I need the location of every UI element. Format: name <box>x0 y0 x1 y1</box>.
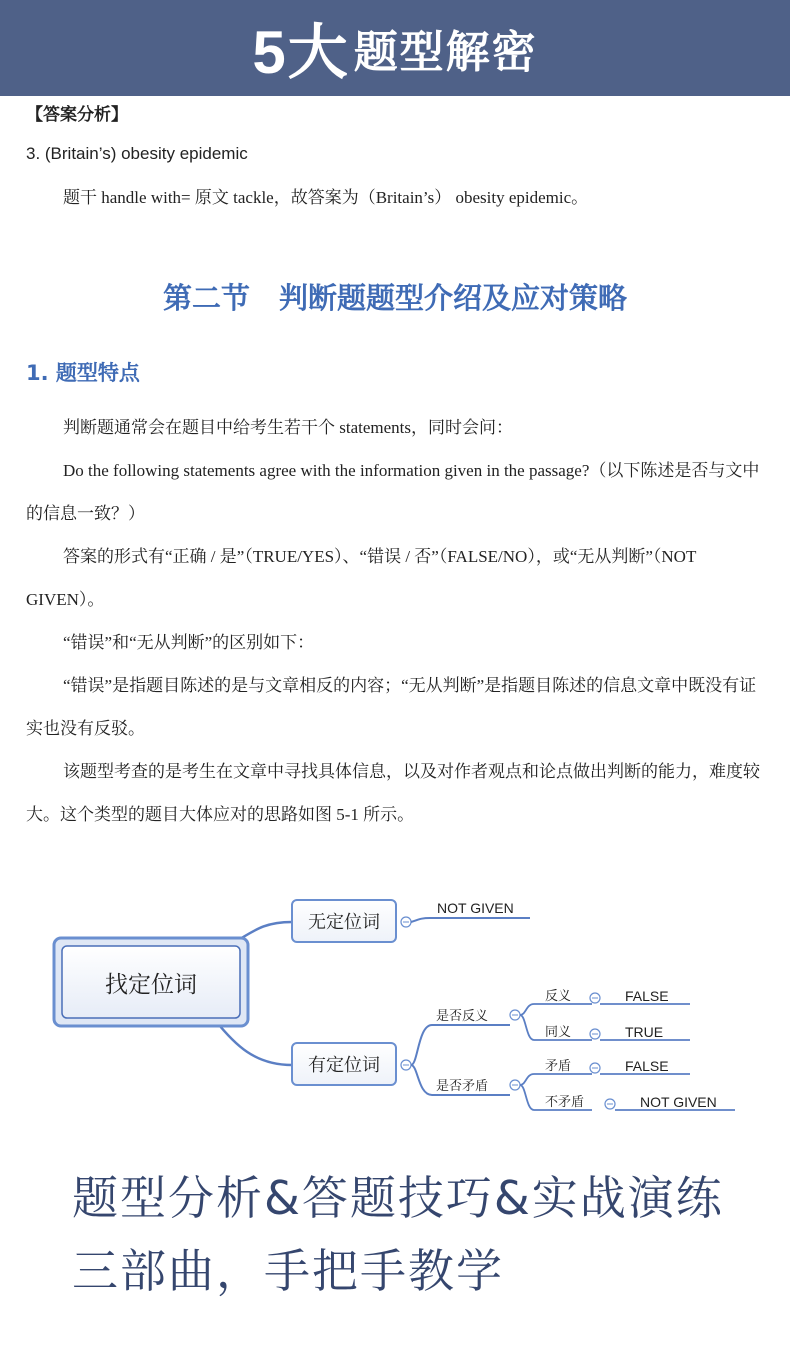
banner-title-text: 题型解密 <box>353 28 538 77</box>
banner-title <box>0 0 790 96</box>
promo-line-1: 题型分析&答题技巧&实战演练 <box>72 1171 724 1225</box>
mindmap-diagram <box>0 880 790 1130</box>
result-not-given-2: NOT GIVEN <box>640 1094 717 1110</box>
result-false-1: FALSE <box>625 988 669 1004</box>
banner-title-number: 5大 <box>252 19 350 86</box>
promo-line-2: 三部曲，手把手教学 <box>72 1244 504 1298</box>
root-node-label: 找定位词 <box>105 972 197 998</box>
connector <box>411 1025 510 1065</box>
option-no-contradiction: 不矛盾 <box>545 1095 585 1110</box>
option-antonym: 反义 <box>545 989 572 1004</box>
paragraph: “错误”和“无从判断”的区别如下： <box>63 633 315 652</box>
connector <box>411 918 530 922</box>
answer-item: 3. (Britain’s) obesity epidemic <box>26 144 248 163</box>
paragraph: 判断题通常会在题目中给考生若干个 statements，同时会问： <box>63 418 514 437</box>
section-title: 第二节 判断题题型介绍及应对策略 <box>162 281 627 315</box>
subsection-title: 1. 题型特点 <box>26 361 140 385</box>
question-contradiction: 是否矛盾 <box>436 1079 489 1094</box>
result-true: TRUE <box>625 1024 664 1040</box>
paragraph: “错误”是指题目陈述的是与文章相反的内容；“无从判断”是指题目陈述的信息文章中既没有证实也没有反驳。 <box>26 676 757 738</box>
result-false-2: FALSE <box>625 1058 669 1074</box>
node-no-keyword-label: 无定位词 <box>308 912 380 933</box>
connector <box>520 1004 592 1015</box>
answer-analysis-tag: 【答案分析】 <box>26 105 128 125</box>
paragraph: 该题型考查的是考生在文章中寻找具体信息，以及对作者观点和论点做出判断的能力，难度较大。这个类型的题目大体应对的思路如图 5-1 所示。 <box>26 762 760 824</box>
answer-explanation: 题干 handle with= 原文 tackle，故答案为（Britain’s） obesity epidemic。 <box>63 188 589 207</box>
result-not-given-1: NOT GIVEN <box>437 900 514 916</box>
paragraph: Do the following statements agree with the information given in the passage?（以下陈述是否与文中的信息一致？） <box>26 461 760 523</box>
option-synonym: 同义 <box>545 1025 572 1040</box>
paragraph: 答案的形式有“正确 / 是”（TRUE/YES）、“错误 / 否”（FALSE/NO），或“无从判断”（NOT GIVEN）。 <box>26 547 697 609</box>
connector <box>520 1074 592 1085</box>
node-has-keyword-label: 有定位词 <box>308 1055 380 1076</box>
option-contradiction: 矛盾 <box>545 1059 572 1074</box>
question-antonym: 是否反义 <box>436 1009 489 1024</box>
